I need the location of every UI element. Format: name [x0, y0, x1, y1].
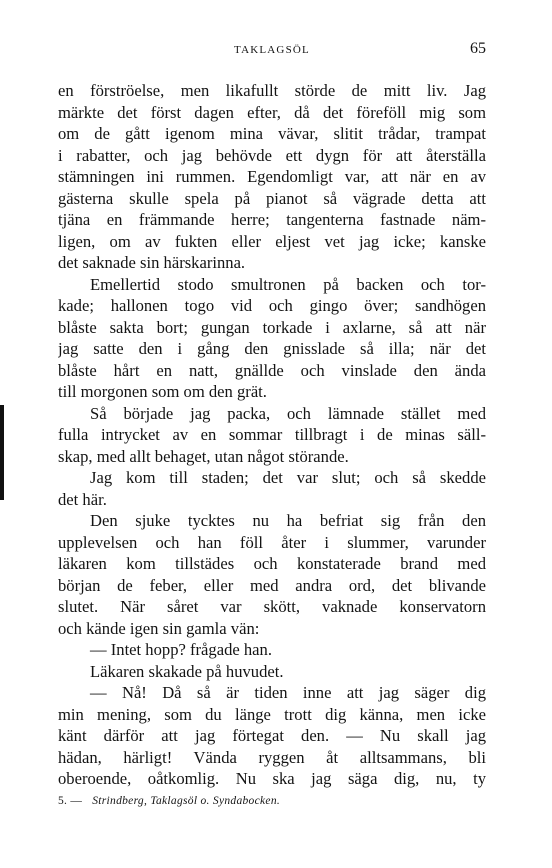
text-line: tjäna en främmande herre; tangenterna fastnade näm- — [58, 210, 486, 229]
text-line: märkte det först dagen efter, då det föreföll mig som — [58, 102, 486, 122]
text-line: hädan, härligt! Vända ryggen åt alltsammans, bli — [58, 747, 486, 767]
text-line: blåste sakta bort; gungan torkade i axlarne, så att när — [58, 317, 486, 337]
text-line: det här. — [58, 489, 107, 509]
text-line: till morgonen som om den grät. — [58, 382, 267, 401]
running-head: TAKLAGSÖL — [234, 44, 310, 56]
text-line: upplevelsen och han föll åter i slummer, varunder — [58, 532, 486, 552]
text-line: och kände igen sin gamla vän: — [58, 618, 260, 638]
page-footer — [58, 795, 486, 807]
signature-mark: 5. — — [58, 795, 83, 807]
text-line: läkaren kom tillstädes och konstaterade brand med — [58, 554, 486, 573]
text-line: början de feber, eller med andra ord, det blivande — [58, 575, 486, 595]
page-header — [58, 40, 486, 60]
text-line: kade; hallonen togo vid och gingo över; sandhögen — [58, 296, 486, 315]
text-line: Emellertid stodo smultronen på backen och tor- — [90, 274, 486, 294]
binding-edge-mark — [0, 405, 4, 500]
footer-text: Strindberg, Taklagsöl o. Syndabocken. — [92, 795, 281, 807]
text-line: känt därför att jag förtegat den. — Nu skall jag — [58, 726, 486, 745]
text-line: det saknade sin härskarinna. — [58, 253, 246, 272]
text-line: en förströelse, men likafullt störde de mitt liv. Jag — [58, 81, 486, 100]
text-line: gästerna skulle spela på pianot så vägrade detta att — [58, 188, 486, 208]
text-line: Läkaren skakade på huvudet. — [90, 661, 284, 681]
body-text — [58, 80, 486, 790]
text-line: fulla intrycket av en sommar tillbragt i de minas säll- — [58, 425, 486, 444]
text-line: min mening, som du länge trott dig känna, men icke — [58, 704, 486, 724]
page-number: 65 — [470, 40, 486, 57]
text-line: skap, med allt behaget, utan något störande. — [58, 446, 349, 466]
text-line: oberoende, oåtkomlig. Nu ska jag säga dig, nu, ty — [58, 769, 486, 788]
text-line: — Nå! Då så är tiden inne att jag säger dig — [90, 683, 486, 702]
text-line: slutet. När såret var skött, vaknade konservatorn — [58, 597, 486, 616]
text-line: ligen, om av fukten eller eljest vet jag icke; kanske — [58, 231, 486, 251]
text-line: Så började jag packa, och lämnade stället med — [90, 403, 486, 423]
text-line: om de gått igenom mina vävar, slitit trådar, trampat — [58, 124, 486, 143]
text-line: stämningen ini rummen. Egendomligt var, att när en av — [58, 167, 486, 186]
text-line: Den sjuke tycktes nu ha befriat sig från den — [90, 511, 486, 530]
text-line: — Intet hopp? frågade han. — [90, 640, 272, 659]
text-line: jag satte den i gång den gnisslade så illa; när det — [58, 339, 486, 358]
text-line: blåste hårt en natt, gnällde och vinslade den ända — [58, 360, 486, 380]
text-line: i rabatter, och jag behövde ett dygn för att återställa — [58, 145, 486, 165]
text-line: Jag kom till staden; det var slut; och så skedde — [90, 468, 486, 487]
